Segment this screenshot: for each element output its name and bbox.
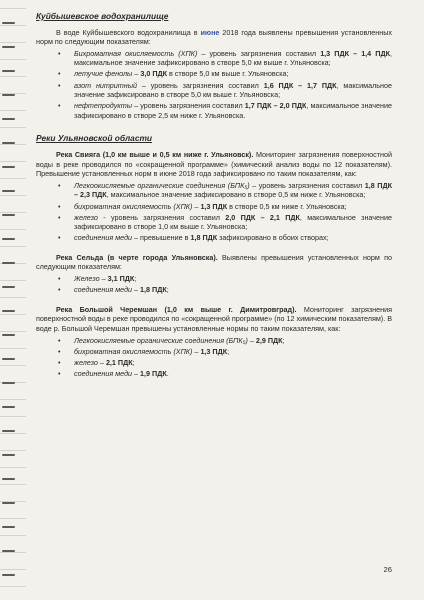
list-item: • Легкоокисляемые органические соединения (БПК₅) – уровень загрязнения составил 1,8 ПДК – 2,3 ПДК, максимальное значение зафиксировано в створе 0,5 км ниже г. Ульяновска; (58, 180, 392, 200)
bullet-list (36, 49, 392, 121)
paragraph: Река Свияга (1,0 км выше и 0,5 км ниже г. Ульяновск). Мониторинг загрязнения поверхностной воды в реке проводился по «сокращенной программе» (химический анализ воды по 12 показателям). Превышение установленных норм в июне 2018 года зафиксировано по таким показателям, как: (36, 150, 392, 179)
list-item: • Бихроматная окисляемость (ХПК) – уровень загрязнения составил 1,3 ПДК – 1,4 ПДК, максимальное значение зафиксировано в створе 5,0 км выше г. Ульяновска; (58, 48, 392, 68)
spiral-binding (0, 0, 26, 600)
list-item: • Легкоокисляемые органические соединения (БПК₅) – 2,9 ПДК; (58, 335, 285, 345)
bullet-list (36, 181, 392, 243)
list-item: • нефтепродукты – уровень загрязнения составил 1,7 ПДК – 2,0 ПДК, максимальное значение зафиксировано в створе 2,5 км ниже г. Ульяновска. (58, 101, 392, 120)
section-heading: Реки Ульяновской области (36, 133, 153, 144)
list-item: • соединения меди – 1,8 ПДК; (58, 285, 169, 295)
bullet-list (36, 336, 392, 379)
list-item: • железо - уровень загрязнения составил 2,0 ПДК – 2,1 ПДК, максимальное значение зафиксировано в створе 1,0 км выше г. Ульяновска; (58, 212, 392, 232)
list-item: • железо – 2,1 ПДК; (58, 357, 135, 367)
list-item: • бихроматная окисляемость (ХПК) – 1,3 ПДК; (58, 346, 230, 356)
bullet-list (36, 274, 392, 295)
section-heading: Куйбышевское водохранилище (36, 11, 169, 21)
paragraph: В воде Куйбышевского водохранилища в июне 2018 года выявлены превышения установленных норм по следующим показателям: (36, 27, 392, 47)
list-item: • Железо – 3,1 ПДК; (58, 274, 137, 284)
page-number: 26 (383, 565, 392, 574)
paragraph: Река Большой Черемшан (1,0 км выше г. Димитровград). Мониторинг загрязнения поверхностной воды в реке проводился по «сокращенной программе» (по 12 химическим показателям). В воде р. Большой Черемшан превышены установленные нормы по таким показателям, как: (36, 304, 392, 333)
list-item: • азот нитритный – уровень загрязнения составил 1,6 ПДК – 1,7 ПДК, максимальное значение зафиксировано в створе 5,0 км выше г. Ульяновска; (58, 80, 392, 100)
list-item: • соединения меди – превышение в 1,8 ПДК зафиксировано в обоих створах; (58, 233, 329, 243)
list-item: • летучие фенолы – 3,0 ПДК в створе 5,0 км выше г. Ульяновска; (58, 69, 289, 79)
list-item: • соединения меди – 1,9 ПДК. (58, 368, 169, 378)
paragraph: Река Сельда (в черте города Ульяновска). Выявлены превышения установленных норм по следующим показателям: (36, 252, 393, 272)
document-page (36, 8, 392, 592)
list-item: • бихроматная окисляемость (ХПК) – 1,3 ПДК в створе 0,5 км ниже г. Ульяновска; (58, 201, 347, 211)
